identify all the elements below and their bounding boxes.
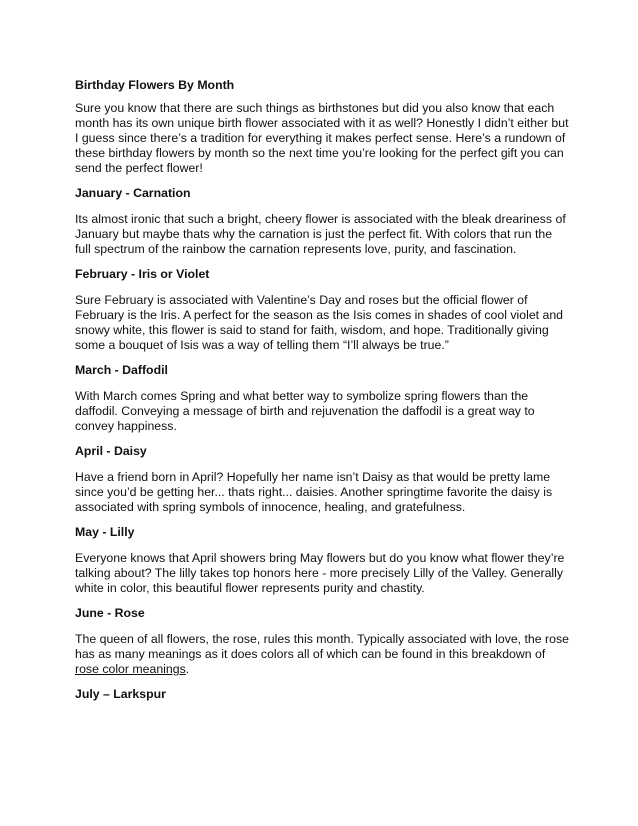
document-page: [75, 78, 570, 713]
intro-paragraph: Sure you know that there are such things as birthstones but did you also know that each month has its own unique birth flower associated with it as well? Honestly I didn’t either but I guess since there’s a tradition for everything it makes perfect sense. Here’s a rundown of these birthday flowers by month so the next time you’re looking for the perfect gift you can send the perfect flower!: [75, 101, 569, 175]
january-heading: January - Carnation: [75, 186, 191, 200]
june-heading: June - Rose: [75, 606, 145, 620]
march-paragraph: With March comes Spring and what better way to symbolize spring flowers than the daffodil. Conveying a message of birth and rejuvenation the daffodil is a great way to convey happiness.: [75, 389, 535, 433]
may-paragraph: Everyone knows that April showers bring May flowers but do you know what flower they’re talking about? The lilly takes top honors here - more precisely Lilly of the Valley. Generally white in color, this beautiful flower represents purity and chastity.: [75, 551, 565, 595]
june-paragraph-text: The queen of all flowers, the rose, rules this month. Typically associated with love, the rose has as many meanings as it does colors all of which can be found in this breakdown of: [75, 632, 569, 661]
april-heading: April - Daisy: [75, 444, 147, 458]
july-heading: July – Larkspur: [75, 687, 166, 701]
february-paragraph: Sure February is associated with Valentine’s Day and roses but the official flower of February is the Iris. A perfect for the season as the Isis comes in shades of cool violet and snowy white, this flower is said to stand for faith, wisdom, and hope. Traditionally giving some a bouquet of Isis was a way of telling them “I’ll always be true.”: [75, 293, 564, 352]
april-paragraph: Have a friend born in April? Hopefully her name isn’t Daisy as that would be pretty lame since you’d be getting her... thats right... daisies. Another springtime favorite the daisy is associated with spring symbols of innocence, healing, and gratefulness.: [75, 470, 553, 514]
february-heading: February - Iris or Violet: [75, 267, 210, 281]
march-heading: March - Daffodil: [75, 363, 168, 377]
june-paragraph: [75, 632, 570, 677]
june-paragraph-end: .: [185, 662, 190, 676]
document-title: Birthday Flowers By Month: [75, 78, 235, 92]
may-heading: May - Lilly: [75, 525, 135, 539]
rose-color-meanings-link[interactable]: rose color meanings: [75, 662, 186, 676]
january-paragraph: Its almost ironic that such a bright, cheery flower is associated with the bleak dreariness of January but maybe thats why the carnation is just the perfect fit. With colors that run the full spectrum of the rainbow the carnation represents love, purity, and fascination.: [75, 212, 566, 256]
